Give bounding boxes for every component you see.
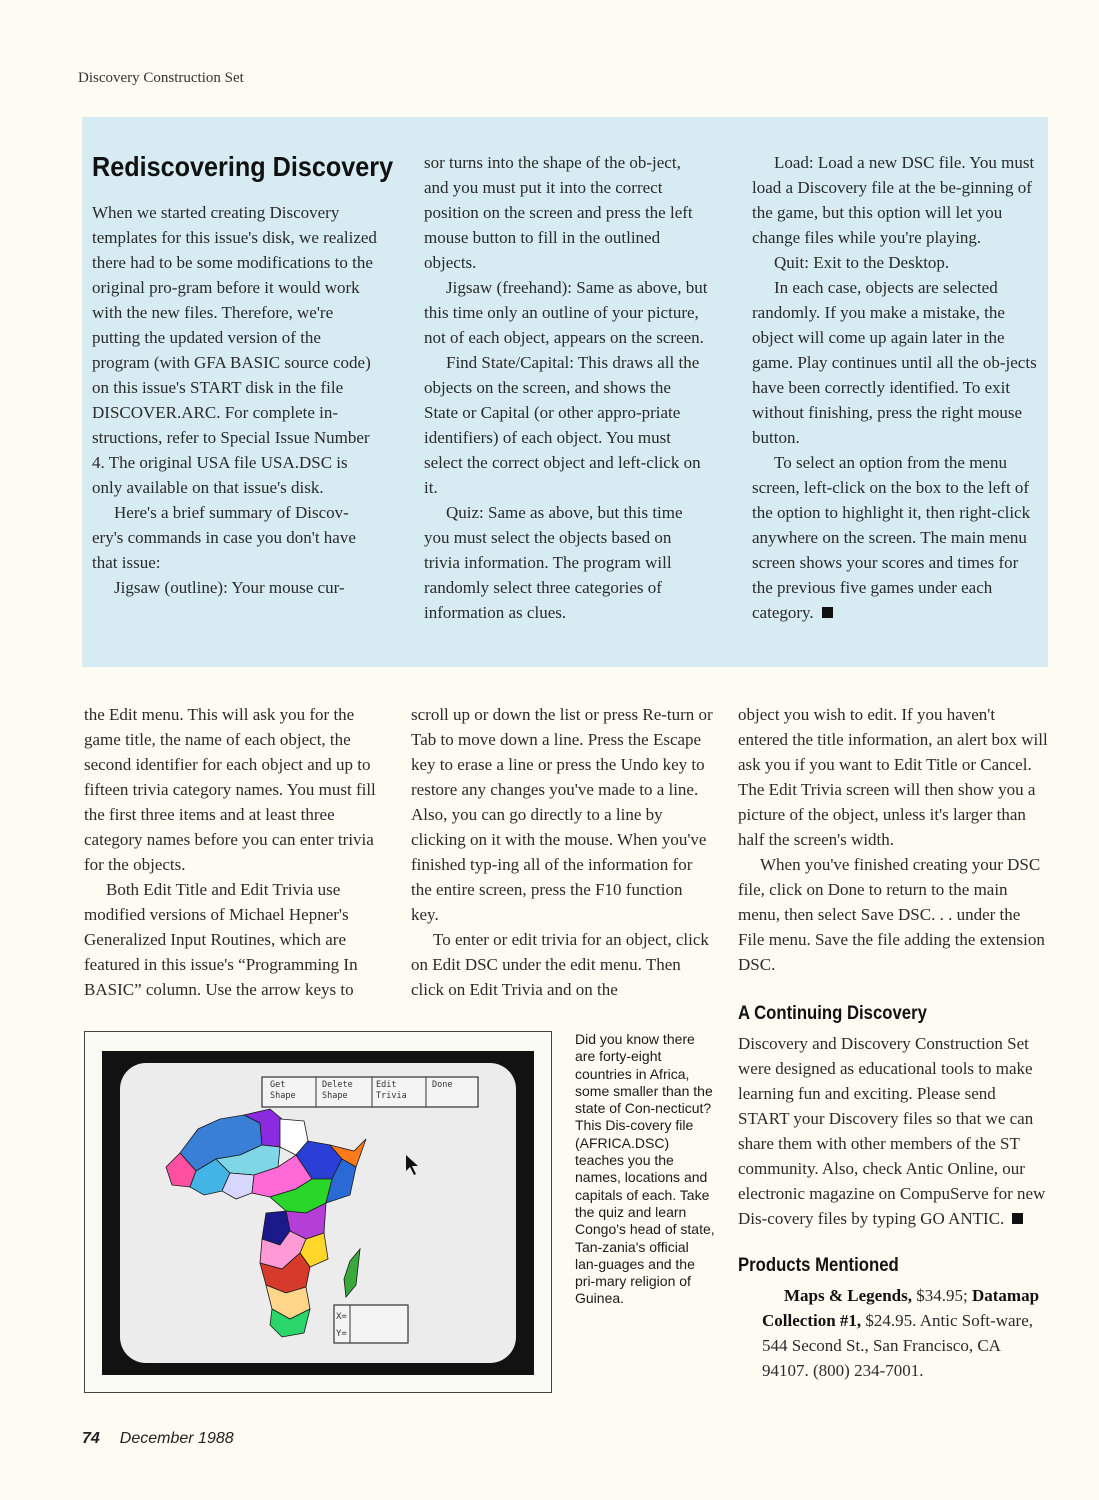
menu-button-get-shape[interactable]: Get Shape (270, 1080, 296, 1101)
body-column-3 (738, 702, 1048, 1383)
body-paragraph: Both Edit Title and Edit Trivia use modified versions of Michael Hepner's Generalized Input Routines, which are featured in this issue's “Programming In BASIC” column. Use the arrow keys to (84, 880, 358, 999)
running-head: Discovery Construction Set (78, 70, 244, 86)
africa-screenshot (120, 1063, 516, 1363)
sidebar-paragraph: Find State/Capital: This draws all the objects on the screen, and shows the State or Capital (or other appro-priate identifiers) of each object. You must select the correct object and left-click on it. (424, 353, 701, 497)
body-paragraph: When you've finished creating your DSC file, click on Done to return to the main menu, then select Save DSC. . . under the File menu. Save the file adding the extension DSC. (738, 855, 1045, 974)
sidebar-paragraph: In each case, objects are selected randomly. If you make a mistake, the object will come up again later in the game. Play continues until all the ob-jects have been correctly identified. To exit without finishing, press the right mouse button. (752, 278, 1037, 447)
folio (82, 1430, 234, 1448)
body-paragraph: To enter or edit trivia for an object, click on Edit DSC under the edit menu. Then click on Edit Trivia and on the (411, 930, 709, 999)
body-column-2 (411, 702, 713, 1002)
issue-date: December 1988 (119, 1430, 234, 1447)
product-name: Datamap Collection #1, (762, 1286, 1040, 1330)
menu-button-delete-shape[interactable]: Delete Shape (322, 1080, 353, 1101)
continuing-paragraph (738, 1031, 1048, 1231)
product-price: $34.95; (911, 1286, 968, 1305)
sidebar-title: Rediscovering Discovery (92, 151, 394, 182)
sidebar-paragraph: Jigsaw (freehand): Same as above, but this time only an outline of your picture, not of each object, appears on the screen. (424, 278, 708, 347)
sidebar-paragraph-text: To select an option from the menu screen, left-click on the box to the left of the option to highlight it, then right-click anywhere on the screen. The main menu screen shows your scores and times for the previous five games under each category. (752, 453, 1031, 622)
figure-caption: Did you know there are forty-eight countries in Africa, some smaller than the state of Con-necticut? This Dis-covery file (AFRICA.DSC) teaches you the names, locations and capitals of each. Take the quiz and learn Congo's head of state, Tan-zania's official lan-guages and the pri-mary religion of Guinea. (575, 1031, 715, 1307)
sidebar-paragraph: When we started creating Discovery templates for this issue's disk, we realized there had to be some modifications to the original pro-gram before it would work with the new files. Therefore, we're putting the updated version of the program (with GFA BASIC source code) on this issue's START disk in the file DISCOVER.ARC. For complete in-structions, refer to Special Issue Number 4. The original USA file USA.DSC is only available on that issue's disk. (92, 203, 377, 497)
products-heading: Products Mentioned (738, 1255, 899, 1276)
crt-screen (120, 1063, 516, 1363)
page-number: 74 (82, 1430, 100, 1447)
sidebar-column-3 (752, 150, 1037, 625)
africa-map[interactable] (166, 1109, 366, 1337)
menu-button-edit-trivia[interactable]: Edit Trivia (376, 1080, 407, 1101)
product-entry (738, 1283, 1048, 1383)
sidebar-paragraph: Quiz: Same as above, but this time you must select the objects based on trivia information. The program will randomly select three categories of information as clues. (424, 503, 683, 622)
products-list (738, 1283, 1048, 1383)
body-paragraph: the Edit menu. This will ask you for the game title, the name of each object, the second identifier for each object and up to fifteen trivia category names. You must fill the first three items and at least three category names before you can enter trivia for the objects. (84, 705, 376, 874)
sidebar-column-1 (92, 150, 394, 600)
continuing-heading: A Continuing Discovery (738, 1003, 927, 1024)
body-column-1 (84, 702, 392, 1002)
coordinate-x-label: X= (336, 1312, 347, 1322)
body-paragraph: scroll up or down the list or press Re-turn or Tab to move down a line. Press the Escape key to erase a line or press the Undo key to restore any changes you've made to a line. Also, you can go directly to a line by clicking on it with the mouse. When you've finished typ-ing all of the information for the entire screen, press the F10 function key. (411, 705, 713, 924)
sidebar-paragraph: Quit: Exit to the Desktop. (774, 253, 950, 272)
product-price: $24.95. Antic Soft-ware, 544 Second St., San Francisco, CA 94107. (800) 234-7001. (762, 1311, 1034, 1380)
body-paragraph: object you wish to edit. If you haven't entered the title information, an alert box will ask you if you want to Edit Title or Cancel. The Edit Trivia screen will then show you a picture of the object, unless it's larger than half the screen's width. (738, 705, 1048, 849)
continuing-text: Discovery and Discovery Construction Set were designed as educational tools to make learning fun and exciting. Please send START your Discovery files so that we can share them with other members of the ST community. Also, check Antic Online, our electronic magazine on CompuServe for new Dis-covery files by typing GO ANTIC. (738, 1034, 1046, 1228)
coordinate-y-label: Y= (336, 1329, 347, 1339)
end-mark-icon (822, 607, 833, 618)
mouse-pointer-icon (406, 1155, 418, 1175)
crt-monitor (102, 1051, 534, 1375)
menu-button-done[interactable]: Done (432, 1080, 453, 1090)
end-mark-icon (1012, 1213, 1023, 1224)
sidebar-paragraph: Here's a brief summary of Discov-ery's commands in case you don't have that issue: (92, 503, 356, 572)
product-name: Maps & Legends, (784, 1286, 912, 1305)
sidebar-column-2 (424, 150, 709, 625)
sidebar-paragraph: sor turns into the shape of the ob-ject, and you must put it into the correct position on the screen and press the left mouse button to fill in the outlined objects. (424, 153, 693, 272)
sidebar-paragraph: Jigsaw (outline): Your mouse cur- (114, 578, 345, 597)
sidebar-paragraph: Load: Load a new DSC file. You must load a Discovery file at the be-ginning of the game, but this option will let you change files while you're playing. (752, 153, 1035, 247)
sidebar-paragraph (752, 450, 1037, 625)
